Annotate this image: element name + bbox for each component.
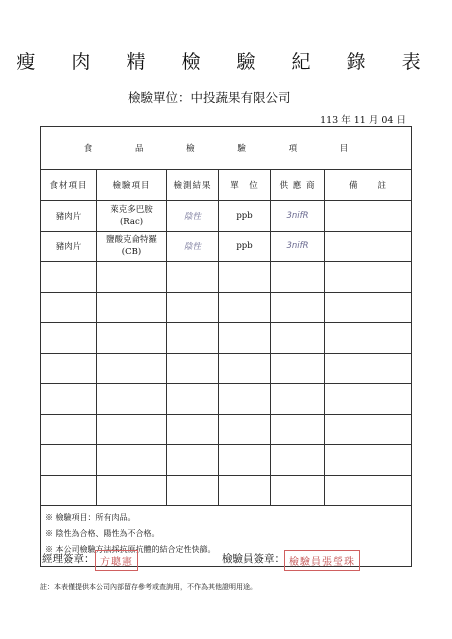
table-row [41,384,412,415]
header-note: 備 註 [325,170,412,201]
table-row [41,475,412,506]
note-line: ※ 檢驗項目：所有肉品。 [45,513,136,522]
header-supplier: 供 應 商 [271,170,325,201]
table-row [41,323,412,354]
cell-result: 陰性 [167,201,219,232]
note-line: ※ 本公司檢驗方法採抗原抗體的結合定性快篩。 [45,545,216,554]
cell-note [325,201,412,232]
table-row [41,262,412,293]
cell-unit: ppb [219,231,271,262]
header-unit: 單 位 [219,170,271,201]
table-row [41,292,412,323]
table-row [41,231,412,262]
note-line: ※ 陰性為合格、陽性為不合格。 [45,529,160,538]
inspector-signature-label: 檢驗員簽章： [222,553,285,565]
table-row [41,445,412,476]
cell-test: 萊克多巴胺 (Rac) [97,201,167,232]
footnote: 註：本表僅提供本公司內部留存參考或查詢用，不作為其他證明用途。 [40,583,257,591]
section-title: 食 品 檢 驗 項 目 [41,127,412,170]
cell-supplier: 3nifR [271,231,325,262]
inspection-table [40,126,412,567]
cell-note [325,231,412,262]
header-test: 檢驗項目 [97,170,167,201]
inspection-unit: 檢驗單位：中投蔬果有限公司 [128,90,291,105]
document-title: 瘦 肉 精 檢 驗 紀 錄 表 [16,51,436,73]
cell-unit: ppb [219,201,271,232]
cell-supplier: 3nifR [271,201,325,232]
table-row [41,414,412,445]
manager-signature-label: 經理簽章： [42,553,95,565]
header-result: 檢測結果 [167,170,219,201]
manager-stamp: 方聰憲 [95,550,138,571]
record-date: 113 年 11 月 04 日 [320,115,406,126]
cell-food: 豬肉片 [41,201,97,232]
table-row [41,353,412,384]
header-food: 食材項目 [41,170,97,201]
cell-result: 陰性 [167,231,219,262]
table-row [41,201,412,232]
cell-food: 豬肉片 [41,231,97,262]
inspector-stamp: 檢驗員張瑩珠 [284,550,360,571]
cell-test: 鹽酸克侖特羅 (CB) [97,231,167,262]
